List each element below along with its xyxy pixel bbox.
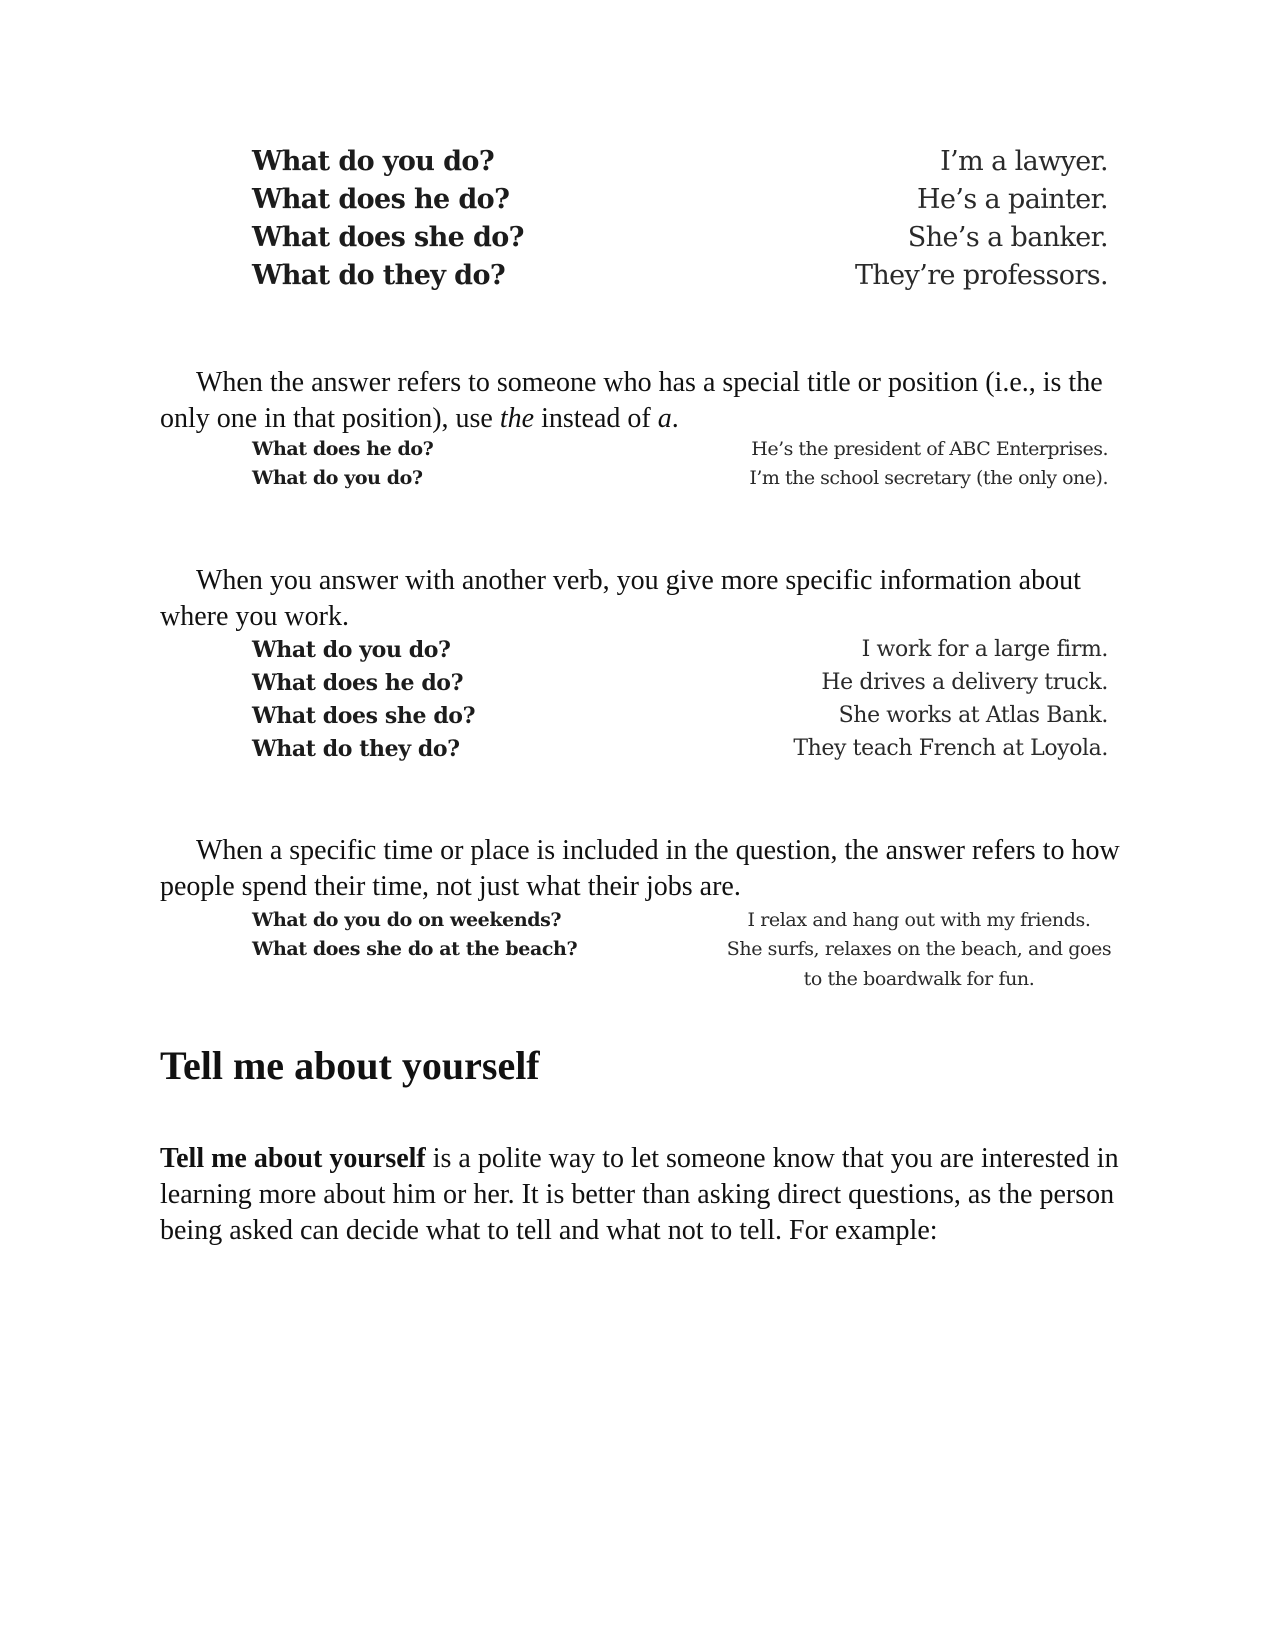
example-answer: He drives a delivery truck. (821, 670, 1108, 695)
example-row (0, 218, 1275, 258)
explanation-paragraph-another-verb (160, 563, 1120, 635)
explanation-paragraph-title-position (160, 365, 1120, 437)
example-question: What do you do? (252, 146, 495, 177)
example-row (0, 699, 1275, 733)
example-row (0, 666, 1275, 700)
example-question: What does she do? (252, 703, 476, 729)
example-answer: They teach French at Loyola. (793, 736, 1108, 761)
example-row (0, 180, 1275, 220)
example-answer: I’m a lawyer. (940, 146, 1108, 177)
example-question: What does she do? (252, 222, 524, 253)
example-question: What do they do? (252, 260, 506, 291)
paragraph-text: When you answer with another verb, you give more specific information about where you work. (160, 565, 1081, 632)
example-question: What do you do? (252, 467, 423, 489)
paragraph-text: When a specific time or place is included in the question, the answer refers to how people spend their time, not just what their jobs are. (160, 835, 1120, 902)
paragraph-text: When the answer refers to someone who has a special title or position (i.e., is the only one in that position), use (160, 367, 1103, 434)
example-row (0, 434, 1275, 464)
example-answer: They’re professors. (854, 260, 1108, 291)
example-answer: She works at Atlas Bank. (838, 703, 1108, 728)
example-row (0, 633, 1275, 667)
emphasis-a: a (657, 403, 672, 434)
example-row (0, 463, 1275, 493)
paragraph-text: instead of (534, 403, 658, 434)
example-row (0, 732, 1275, 766)
example-question: What do you do on weekends? (252, 909, 562, 931)
section-heading: Tell me about yourself (160, 1043, 540, 1088)
example-question: What do you do? (252, 637, 451, 663)
example-question: What does he do? (252, 438, 434, 460)
example-answer: She surfs, relaxes on the beach, and goes to the boardwalk for fun. (726, 938, 1112, 990)
example-answer: He’s a painter. (917, 184, 1108, 215)
example-question: What does he do? (252, 184, 510, 215)
example-question: What does he do? (252, 670, 464, 696)
example-answer: I’m the school secretary (the only one). (749, 467, 1108, 489)
example-question: What do they do? (252, 736, 460, 762)
explanation-paragraph-time-place (160, 833, 1120, 905)
bold-phrase: Tell me about yourself (160, 1143, 426, 1174)
example-row (0, 142, 1275, 182)
example-answer: I work for a large firm. (861, 637, 1108, 662)
example-row (0, 934, 1275, 994)
example-row (0, 905, 1275, 935)
paragraph-text: is a polite way to let someone know that you are interested in learning more about him or her. It is better than asking direct questions, as the person being asked can decide what to tell and what not to tell. For example: (160, 1143, 1119, 1246)
example-question: What does she do at the beach? (252, 938, 578, 960)
paragraph-text: . (671, 403, 679, 434)
example-row (0, 256, 1275, 296)
example-answer: I relax and hang out with my friends. (747, 909, 1091, 931)
example-answer: She’s a banker. (907, 222, 1108, 253)
explanation-paragraph-tell-me (160, 1141, 1120, 1249)
example-answer: He’s the president of ABC Enterprises. (751, 438, 1108, 460)
emphasis-the: the (499, 403, 535, 434)
